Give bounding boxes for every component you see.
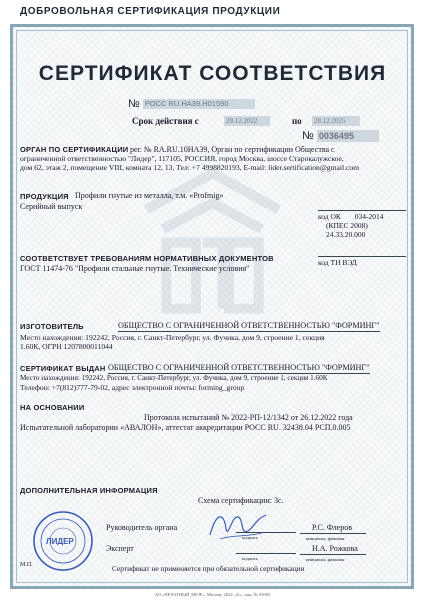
organ-label: ОРГАН ПО СЕРТИФИКАЦИИ xyxy=(20,145,129,154)
head-sig-caption: подпись xyxy=(242,535,258,540)
handwritten-signature xyxy=(206,505,270,545)
additional-label: ДОПОЛНИТЕЛЬНАЯ ИНФОРМАЦИЯ xyxy=(20,486,158,495)
organ-line-3: дом 62, этаж 2, помещение VIII, комната 12, 13, Тел: +7 4998820193, E-mail: lider.sertification@gmail.com xyxy=(20,163,360,172)
conformity-text: ГОСТ 11474-76 "Профили стальные гнутые. Технические условия" xyxy=(20,264,250,273)
basis-line-2: Испытательной лаборатории «АВАЛОН», аттестат аккредитации РОСС RU. 32438.04 РСП.0.005 xyxy=(20,423,351,432)
manufacturer-name: ОБЩЕСТВО С ОГРАНИЧЕННОЙ ОТВЕТСТВЕННОСТЬЮ "ФОРМИНГ" xyxy=(118,321,380,330)
okpd-code: 034-2014 xyxy=(354,212,384,221)
validity-label: Срок действия с xyxy=(132,116,199,126)
head-initials-caption: инициалы, фамилия xyxy=(306,536,345,541)
organ-line-2: ограниченной ответственностью "Лидер", 117105, РОССИЯ, город Москва, шоссе Старокалужское, xyxy=(20,154,344,163)
okpd-label: код ОК xyxy=(318,212,341,221)
holder-name: ОБЩЕСТВО С ОГРАНИЧЕННОЙ ОТВЕТСТВЕННОСТЬЮ "ФОРМИНГ" xyxy=(108,363,370,372)
okpd-box xyxy=(318,210,406,239)
product-label: ПРОДУКЦИЯ xyxy=(20,192,69,201)
holder-label: СЕРТИФИКАТ ВЫДАН xyxy=(20,364,106,373)
form-number-value: 0036495 xyxy=(317,130,379,142)
expert-initials-caption: инициалы, фамилия xyxy=(306,557,345,562)
watermark-logo-icon xyxy=(130,160,295,325)
form-number-prefix: № xyxy=(302,130,314,142)
tnved-box xyxy=(318,256,406,267)
date-from-value: 29.12.2022 xyxy=(224,116,270,126)
expert-label: Эксперт xyxy=(106,544,134,553)
holder-line-2: Телефон: +7(812)777-79-02, адрес электронной почты: forming_group xyxy=(20,383,245,392)
holder-line-1: Место нахождения: 192242, Россия, г. Санкт-Петербург, ул. Фучика, дом 9, строение 1, секция 1.60К xyxy=(20,374,328,382)
form-number-row xyxy=(302,130,379,143)
additional-scheme: Схема сертификации: 3с. xyxy=(198,496,284,505)
tnved-label: код ТН ВЭД xyxy=(318,258,357,267)
head-label: Руководитель органа xyxy=(106,523,178,532)
organ-line-1: рег. № RA.RU.10НА39, Орган по сертификации Общества с xyxy=(130,145,335,154)
validity-from xyxy=(224,116,270,126)
certificate-title: СЕРТИФИКАТ СООТВЕТСТВИЯ xyxy=(38,62,387,85)
validity-to xyxy=(312,116,360,126)
cert-number-row xyxy=(128,98,255,111)
okpd-sub: (КПЕС 2008) xyxy=(326,221,368,230)
expert-sig-caption: подпись xyxy=(242,556,258,561)
stamp-mp: М.П. xyxy=(20,562,33,568)
product-serial: Серийный выпуск xyxy=(20,202,83,211)
header-top-line: ДОБРОВОЛЬНАЯ СЕРТИФИКАЦИЯ ПРОДУКЦИИ xyxy=(20,6,281,17)
manufacturer-line-1: Место нахождения: 192242, Россия, г. Санкт-Петербург, ул. Фучика, дом 9, строение 1, секция xyxy=(20,333,325,342)
okpd-value: 24.33.20.000 xyxy=(326,230,366,239)
cert-number-prefix: № xyxy=(128,98,140,110)
basis-label: НА ОСНОВАНИИ xyxy=(20,403,85,412)
date-to-label: по xyxy=(292,116,302,126)
manufacturer-line-2: 1.60К, ОГРН 1207800011044 xyxy=(20,342,113,351)
stamp-org: ЛИДЕР xyxy=(46,537,74,546)
conformity-label: СООТВЕТСТВУЕТ ТРЕБОВАНИЯМ НОРМАТИВНЫХ ДОКУМЕНТОВ xyxy=(20,254,274,263)
manufacturer-label: ИЗГОТОВИТЕЛЬ xyxy=(20,322,84,331)
product-text: Профили гнутые из металла, т.м. «Profmig» xyxy=(75,191,224,200)
head-name: Р.С. Флеров xyxy=(312,523,353,532)
date-to-value: 28.12.2025 xyxy=(312,116,360,126)
expert-name: Н.А. Рожкова xyxy=(312,544,358,553)
basis-line-1: Протокола испытаний № 2022-РП-12/1342 от 26.12.2022 года xyxy=(144,413,353,422)
signature-note: Сертификат не применяется при обязательной сертификации xyxy=(112,564,305,573)
print-footnote: АО «ПЕЧАТНЫЙ ДВОР», Москва, 2022, «Б», лиц. № 05095 xyxy=(154,592,271,597)
cert-number-value: РОСС RU.НА39.Н01590 xyxy=(143,99,255,109)
